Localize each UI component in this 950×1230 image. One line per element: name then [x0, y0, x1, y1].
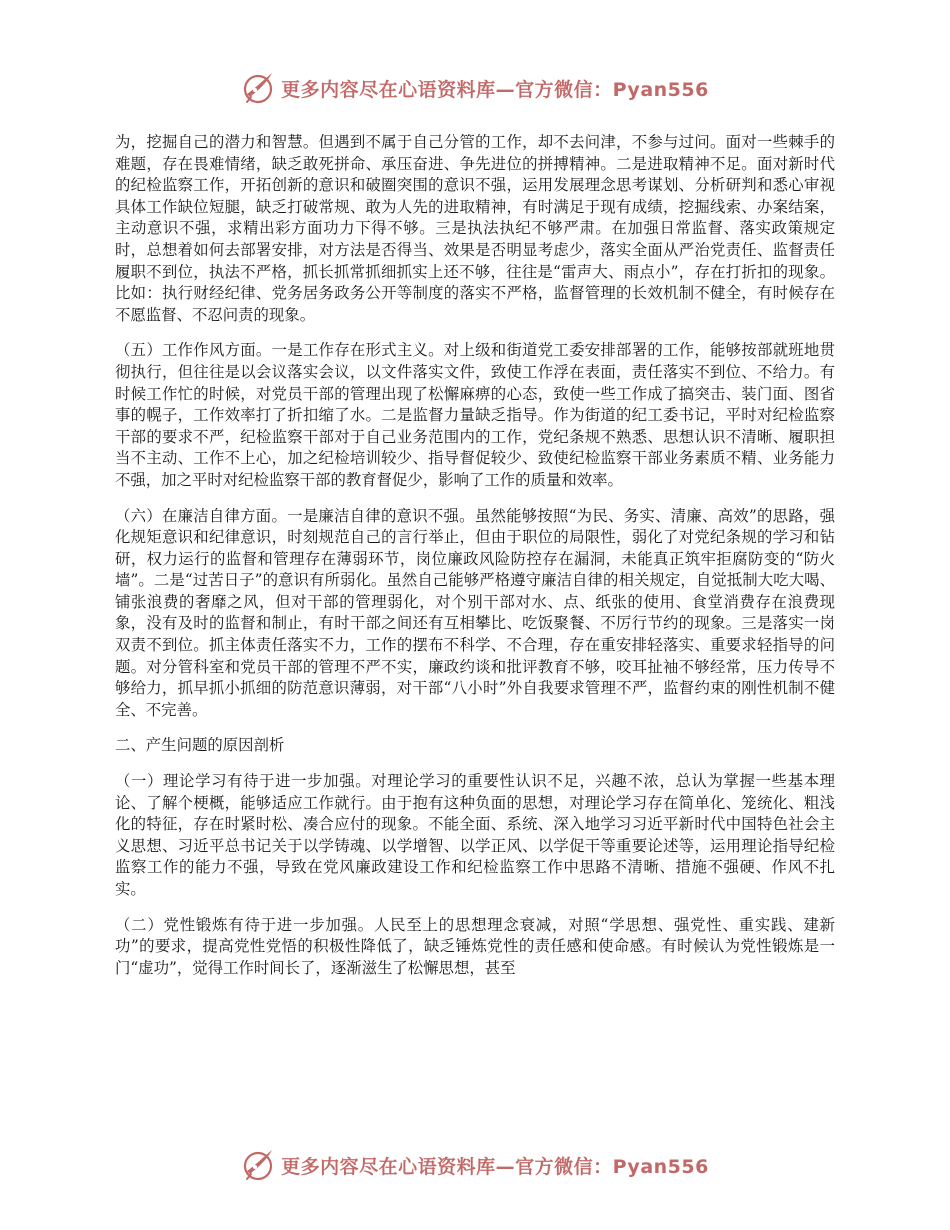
document-body [115, 132, 835, 993]
header-banner-text: 更多内容尽在心语资料库—官方微信：Pyan556 [281, 78, 709, 101]
header-banner [0, 68, 950, 108]
section-heading: 二、产生问题的原因剖析 [115, 736, 285, 755]
paragraph-3: （六）在廉洁自律方面。一是廉洁自律的意识不强。虽然能够按照“为民、务实、清廉、高效”的思路，强化规矩意识和纪律意识，时刻规范自己的言行举止，但由于职位的局限性，弱化了对党纪条规的学习和钻研，权力运行的监督和管理存在薄弱环节，岗位廉政风险防控存在漏洞，未能真正筑牢拒腐防变的“防火墙”。二是“过苦日子”的意识有所弱化。虽然自己能够严格遵守廉洁自律的相关规定，自觉抵制大吃大喝、铺张浪费的奢靡之风，但对干部的管理弱化，对个别干部对水、点、纸张的使用、食堂消费存在浪费现象，没有及时的监督和制止，有时干部之间还有互相攀比、吃饭聚餐、不厉行节约的现象。三是落实一岗双责不到位。抓主体责任落实不力，工作的摆布不科学、不合理，存在重安排轻落实、重要求轻指导的问题。对分管科室和党员干部的管理不严不实，廉政约谈和批评教育不够，咬耳扯袖不够经常，压力传导不够给力，抓早抓小抓细的防范意识薄弱，对干部“八小时”外自我要求管理不严，监督约束的刚性机制不健全、不完善。 [115, 506, 835, 719]
footer-banner-text: 更多内容尽在心语资料库—官方微信：Pyan556 [281, 1155, 709, 1178]
paragraph-5: （二）党性锻炼有待于进一步加强。人民至上的思想理念衰减，对照“学思想、强党性、重实践、建新功”的要求，提高党性党悟的积极性降低了，缺乏锤炼党性的责任感和使命感。有时候认为党性锻炼是一门“虚功”，觉得工作时间长了，逐渐滋生了松懈思想，甚至 [115, 915, 835, 977]
paragraph-1: 为，挖掘自己的潜力和智慧。但遇到不属于自己分管的工作，却不去问津，不参与过问。面对一些棘手的难题，存在畏难情绪，缺乏敢死拼命、承压奋进、争先进位的拼搏精神。二是进取精神不足。面对新时代的纪检监察工作，开拓创新的意识和破圈突围的意识不强，运用发展理念思考谋划、分析研判和悉心审视具体工作缺位短腿，缺乏打破常规、敢为人先的进取精神，有时满足于现有成绩，挖掘线索、办案结案，主动意识不强，求精出彩方面功力下得不够。三是执法执纪不够严肃。在加强日常监督、落实政策规定时，总想着如何去部署安排，对方法是否得当、效果是否明显考虑少，落实全面从严治党责任、监督责任履职不到位，执法不严格，抓长抓常抓细抓实上还不够，往往是“雷声大、雨点小”，存在打折扣的现象。比如：执行财经纪律、党务居务政务公开等制度的落实不严格，监督管理的长效机制不健全，有时候存在不愿监督、不忍问责的现象。 [115, 133, 835, 324]
quill-seal-icon [241, 1147, 277, 1183]
footer-banner [0, 1145, 950, 1185]
paragraph-4: （一）理论学习有待于进一步加强。对理论学习的重要性认识不足，兴趣不浓，总认为掌握一些基本理论、了解个梗概，能够适应工作就行。由于抱有这种负面的思想，对理论学习存在简单化、笼统化、粗浅化的特征，存在时紧时松、凑合应付的现象。不能全面、系统、深入地学习习近平新时代中国特色社会主义思想、习近平总书记关于以学铸魂、以学增智、以学正风、以学促干等重要论述等，运用理论指导纪检监察工作的能力不强，导致在党风廉政建设工作和纪检监察工作中思路不清晰、措施不强硬、作风不扎实。 [115, 772, 835, 898]
paragraph-2: （五）工作作风方面。一是工作存在形式主义。对上级和街道党工委安排部署的工作，能够按部就班地贯彻执行，但往往是以会议落实会议，以文件落实文件，致使工作浮在表面，责任落实不到位、不给力。有时候工作忙的时候，对党员干部的管理出现了松懈麻痹的心态，致使一些工作成了搞突击、装门面、图省事的幌子，工作效率打了折扣缩了水。二是监督力量缺乏指导。作为街道的纪工委书记，平时对纪检监察干部的要求不严，纪检监察干部对于自己业务范围内的工作，党纪条规不熟悉、思想认识不清晰、履职担当不主动、工作不上心，加之纪检培训较少、指导督促较少、致使纪检监察干部业务素质不精、业务能力不强，加之平时对纪检监察干部的教育督促少，影响了工作的质量和效率。 [115, 341, 835, 489]
quill-seal-icon [241, 70, 277, 106]
